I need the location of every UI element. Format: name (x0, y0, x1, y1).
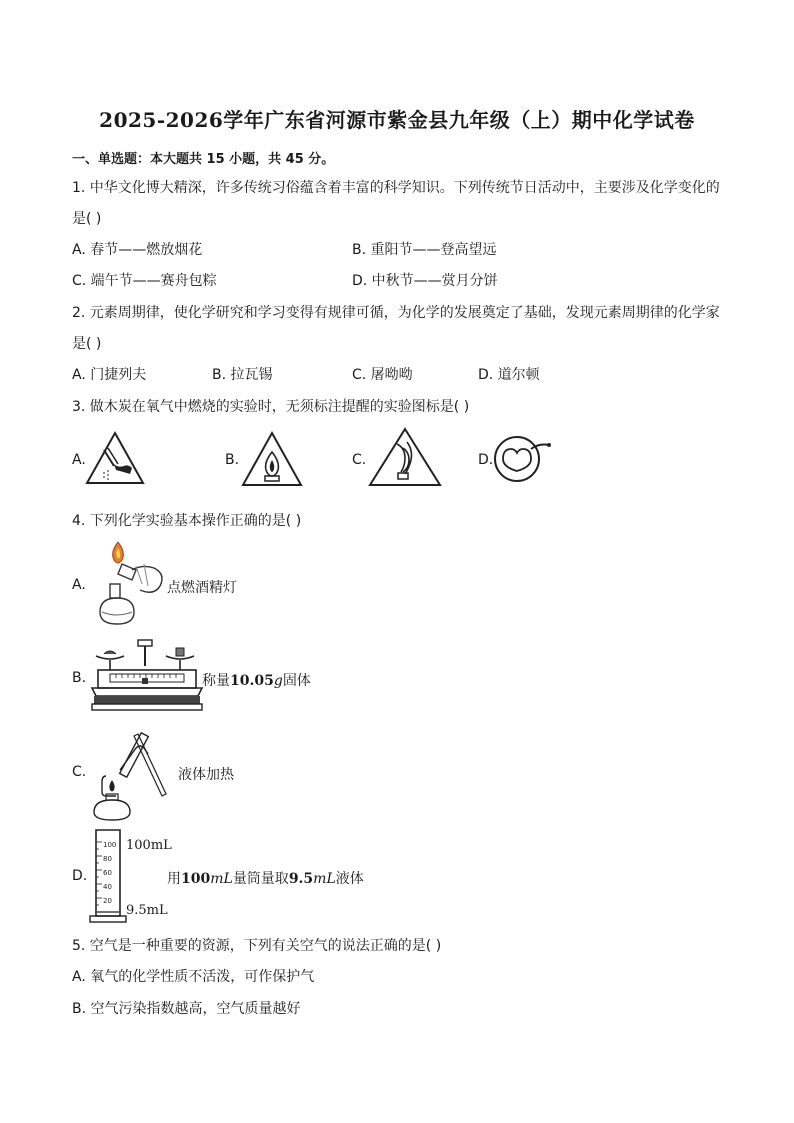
q2-option-b: B. 拉瓦锡 (212, 367, 273, 383)
q5-stem: 5. 空气是一种重要的资源，下列有关空气的说法正确的是( ) (72, 938, 442, 954)
exam-title: 2025-2026学年广东省河源市紫金县九年级（上）期中化学试卷 (99, 108, 695, 132)
q4-option-b-label: B. (72, 670, 87, 686)
q1-stem-line1: 1. 中华文化博大精深，许多传统习俗蕴含着丰富的科学知识。下列传统节日活动中，主要涉及化学变化的 (72, 180, 720, 196)
tick-label: 60 (103, 869, 112, 877)
section-heading: 一、单选题：本大题共 15 小题，共 45 分。 (72, 152, 335, 167)
q4-d-caption-pre: 用 (167, 871, 181, 887)
hot-hands-icon (493, 433, 555, 485)
q4-option-d-caption (167, 868, 364, 888)
q4-b-caption-num: 10.05 (230, 673, 274, 689)
q4-d-caption-mid: 量筒量取 (232, 871, 289, 887)
q4-b-caption-pre: 称量 (202, 673, 230, 689)
q4-d-caption-post: 液体 (335, 871, 364, 887)
q3-option-b-label: B. (225, 452, 240, 468)
flame-warning-icon (367, 426, 443, 488)
cylinder-capacity-label: 100mL (126, 838, 172, 853)
q4-d-caption-unit1: mL (210, 871, 233, 887)
q2-stem-line1: 2. 元素周期律，使化学研究和学习变得有规律可循，为化学的发展奠定了基础，发现元素周期律的化学家 (72, 305, 720, 321)
q4-d-caption-num1: 100 (181, 871, 211, 887)
q4-option-c-label: C. (72, 764, 87, 780)
tick-label: 40 (103, 883, 112, 891)
q3-option-d-label: D. (478, 452, 494, 468)
tick-label: 100 (103, 841, 117, 849)
q4-d-caption-num2: 9.5 (288, 871, 314, 887)
tick-label: 80 (103, 855, 112, 863)
cylinder-volume-label: 9.5mL (126, 903, 168, 918)
q5-option-a: A. 氧气的化学性质不活泼，可作保护气 (72, 969, 315, 985)
q1-option-d: D. 中秋节——赏月分饼 (352, 273, 498, 289)
q4-option-b-caption (202, 670, 311, 690)
q4-option-a-caption: 点燃酒精灯 (167, 580, 237, 596)
q2-option-c: C. 屠呦呦 (352, 367, 413, 383)
q4-option-c-caption: 液体加热 (178, 767, 234, 783)
cylinder-tick-labels (103, 838, 116, 908)
q1-stem-line2: 是( ) (72, 211, 102, 227)
q1-option-a: A. 春节——燃放烟花 (72, 242, 203, 258)
q3-option-a-label: A. (72, 452, 86, 468)
corrosive-warning-icon (84, 430, 146, 486)
test-tube-heating-figure (92, 730, 178, 822)
q4-b-caption-post: 固体 (282, 673, 311, 689)
lighting-alcohol-lamp-figure (92, 540, 172, 630)
q3-option-c-label: C. (352, 452, 367, 468)
q4-option-a-label: A. (72, 577, 86, 593)
q4-d-caption-unit2: mL (313, 871, 336, 887)
balance-scale-figure (90, 638, 204, 716)
q5-option-b: B. 空气污染指数越高，空气质量越好 (72, 1001, 301, 1017)
q3-stem: 3. 做木炭在氧气中燃烧的实验时，无须标注提醒的实验图标是( ) (72, 399, 470, 415)
q2-option-a: A. 门捷列夫 (72, 367, 147, 383)
tick-label: 20 (103, 897, 112, 905)
q1-option-b: B. 重阳节——登高望远 (352, 242, 497, 258)
q4-option-d-label: D. (72, 868, 88, 884)
q4-stem: 4. 下列化学实验基本操作正确的是( ) (72, 513, 302, 529)
q2-stem-line2: 是( ) (72, 336, 102, 352)
heating-warning-icon (240, 430, 304, 488)
q2-option-d: D. 道尔顿 (478, 367, 540, 383)
q4-b-caption-unit: g (273, 673, 283, 689)
q1-option-c: C. 端午节——赛舟包粽 (72, 273, 217, 289)
